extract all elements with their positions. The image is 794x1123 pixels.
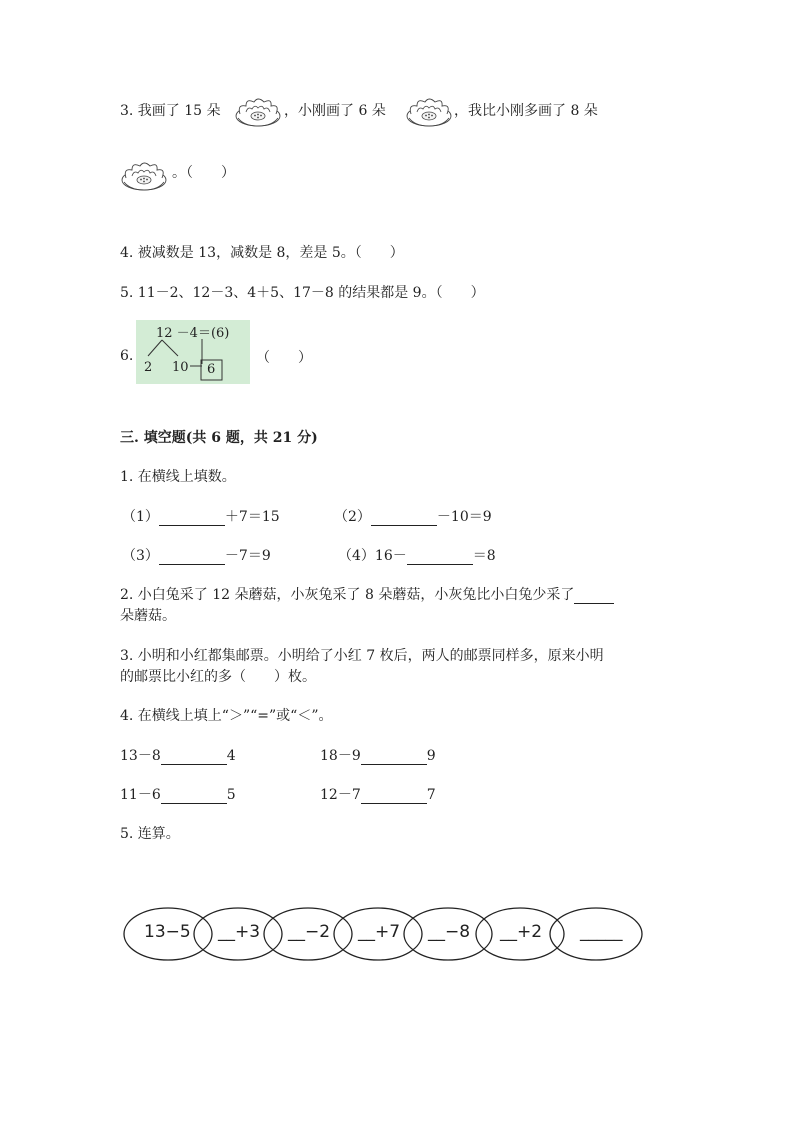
- fill-q1-item-3: [122, 545, 271, 565]
- chain-step-4[interactable]: __+7: [358, 922, 401, 942]
- fill-q2-line1: [120, 584, 614, 604]
- item-prefix: （2）: [334, 509, 371, 525]
- compare-left: 13－8: [120, 748, 161, 764]
- chain-step-1: 13−5: [144, 922, 191, 942]
- compare-item-4: [320, 784, 436, 804]
- flower-icon: [120, 160, 168, 196]
- judge-q3-tail: 。（ ）: [172, 165, 235, 181]
- judge-q5: 5. 11－2、12－3、4＋5、17－8 的结果都是 9。（ ）: [120, 285, 485, 301]
- chain-result[interactable]: _____: [580, 922, 623, 942]
- compare-right: 9: [426, 748, 436, 764]
- fill-q4-title: 4. 在横线上填上“＞”“=”或“＜”。: [120, 708, 333, 724]
- answer-blank[interactable]: [361, 787, 427, 804]
- judge-q3-part2: ，小刚画了 6 朵: [284, 103, 386, 119]
- diagram-lines: [136, 320, 250, 384]
- compare-item-3: [120, 784, 236, 804]
- chain-step-5[interactable]: __−8: [428, 922, 471, 942]
- item-prefix: （4）16－: [338, 548, 407, 564]
- judge-q4: 4. 被减数是 13，减数是 8，差是 5。（ ）: [120, 245, 404, 261]
- section-title: 三. 填空题(共 6 题，共 21 分): [120, 430, 318, 446]
- item-suffix: －10＝9: [436, 509, 492, 525]
- item-suffix: ＋7＝15: [224, 509, 280, 525]
- fill-q1-title: 1. 在横线上填数。: [120, 469, 236, 485]
- compare-item-1: [120, 745, 236, 765]
- fill-q3-line1: 3. 小明和小红都集邮票。小明给了小红 7 枚后，两人的邮票同样多，原来小明: [120, 648, 604, 664]
- compare-left: 12－7: [320, 787, 361, 803]
- fill-q1-item-1: [122, 506, 280, 526]
- item-suffix: ＝8: [472, 548, 496, 564]
- diagram-box-value: 6: [207, 362, 216, 377]
- answer-blank[interactable]: [574, 587, 614, 604]
- answer-blank[interactable]: [161, 748, 227, 765]
- fill-q2-line2: 朵蘑菇。: [120, 608, 176, 624]
- chain-step-3[interactable]: __−2: [288, 922, 331, 942]
- diagram-mid-part: 10: [172, 360, 189, 375]
- fill-q1-item-4: [338, 545, 496, 565]
- item-suffix: －7＝9: [224, 548, 271, 564]
- answer-blank[interactable]: [161, 787, 227, 804]
- compare-left: 11－6: [120, 787, 161, 803]
- judge-q3-part1: 3. 我画了 15 朵: [120, 103, 221, 119]
- answer-blank[interactable]: [159, 548, 225, 565]
- compare-right: 4: [226, 748, 236, 764]
- chain-step-6[interactable]: __+2: [500, 922, 543, 942]
- diagram-left-part: 2: [144, 360, 153, 375]
- answer-blank[interactable]: [361, 748, 427, 765]
- item-prefix: （1）: [122, 509, 159, 525]
- judge-q6-number: 6.: [120, 348, 134, 364]
- answer-blank[interactable]: [371, 509, 437, 526]
- answer-blank[interactable]: [159, 509, 225, 526]
- decomposition-diagram: [136, 320, 250, 384]
- fill-q3-line2: 的邮票比小红的多（ ）枚。: [120, 669, 316, 685]
- flower-icon: [405, 96, 453, 132]
- compare-right: 5: [226, 787, 236, 803]
- chain-step-2[interactable]: __+3: [218, 922, 261, 942]
- fill-q5-title: 5. 连算。: [120, 826, 180, 842]
- compare-right: 7: [426, 787, 436, 803]
- compare-item-2: [320, 745, 436, 765]
- item-prefix: （3）: [122, 548, 159, 564]
- judge-q3-part3: ，我比小刚多画了 8 朵: [454, 103, 598, 119]
- judge-q6-paren: （ ）: [256, 350, 312, 366]
- q2-text: 2. 小白兔采了 12 朵蘑菇，小灰兔采了 8 朵蘑菇，小灰兔比小白兔少采了: [120, 587, 575, 603]
- answer-blank[interactable]: [407, 548, 473, 565]
- flower-icon: [234, 96, 282, 132]
- diagram-expression: 12 －4＝(6): [156, 326, 230, 341]
- compare-left: 18－9: [320, 748, 361, 764]
- fill-q1-item-2: [334, 506, 492, 526]
